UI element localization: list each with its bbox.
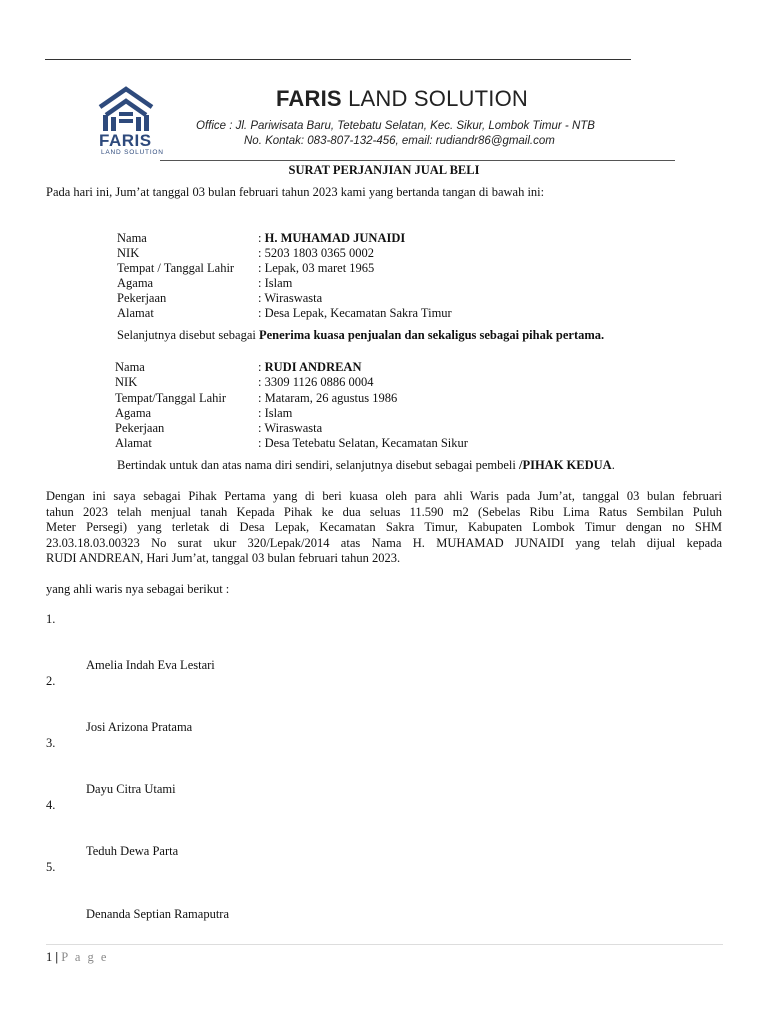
party1-label-address: Alamat — [117, 306, 154, 320]
heir-number: 1. — [46, 612, 56, 626]
house-logo-icon — [97, 85, 155, 135]
party1-label-religion: Agama — [117, 276, 154, 290]
intro-text: Pada hari ini, Jum’at tanggal 03 bulan februari tahun 2023 kami yang bertanda tangan di bawah ini: — [46, 185, 545, 199]
party1-label-birth: Tempat / Tanggal Lahir — [117, 261, 235, 275]
heirs-intro: yang ahli waris nya sebagai berikut : — [46, 582, 230, 596]
heir-number: 4. — [46, 798, 56, 812]
party2-label-birth: Tempat/Tanggal Lahir — [115, 391, 227, 405]
top-rule — [45, 59, 631, 60]
page-word: P a g e — [61, 950, 109, 964]
heir-name: Amelia Indah Eva Lestari — [86, 658, 215, 672]
heir-name: Josi Arizona Pratama — [86, 720, 193, 734]
party1-value-birth: : Lepak, 03 maret 1965 — [258, 261, 375, 275]
paragraph-line: Meter Persegi) yang terletak di Desa Lepak, Kecamatan Sakra Timur, Kabupaten Lombok Timur dengan no SHM — [46, 520, 722, 534]
party2-value-address: : Desa Tetebatu Selatan, Kecamatan Sikur — [258, 436, 468, 450]
heir-number: 2. — [46, 674, 56, 688]
party1-statement: Selanjutnya disebut sebagai Penerima kuasa penjualan dan sekaligus sebagai pihak pertama. — [117, 328, 605, 342]
party2-value-name: : RUDI ANDREAN — [258, 360, 362, 374]
page-footer — [46, 950, 108, 965]
paragraph-line: 23.03.18.03.00323 No surat ukur 320/Lepak/2014 atas Nama H. MUHAMAD JUNAIDI yang telah dijual kepada — [46, 535, 722, 550]
party2-value-religion: : Islam — [258, 406, 293, 420]
party1-label-nik: NIK — [117, 246, 140, 260]
party2-label-nik: NIK — [115, 375, 138, 389]
party2-value-occupation: : Wiraswasta — [258, 421, 323, 435]
office-address: Office : Jl. Pariwisata Baru, Tetebatu Selatan, Kec. Sikur, Lombok Timur - NTB — [196, 120, 595, 132]
party2-label-address: Alamat — [115, 436, 152, 450]
paragraph-line: Dengan ini saya sebagai Pihak Pertama yang di beri kuasa oleh para ahli Waris pada Jum’at, tanggal 03 bulan februari — [46, 489, 722, 503]
party1-value-occupation: : Wiraswasta — [258, 291, 323, 305]
party1-value-address: : Desa Lepak, Kecamatan Sakra Timur — [258, 306, 452, 320]
party2-label-occupation: Pekerjaan — [115, 421, 165, 435]
heir-name: Teduh Dewa Parta — [86, 844, 179, 858]
party1-label-name: Nama — [117, 231, 147, 245]
logo-subtext: LAND SOLUTION — [101, 149, 164, 156]
company-name-rest: LAND SOLUTION — [341, 86, 528, 111]
page-number: 1 — [46, 950, 53, 964]
party2-label-religion: Agama — [115, 406, 152, 420]
heir-name: Dayu Citra Utami — [86, 782, 176, 796]
header-rule — [160, 160, 675, 161]
heir-name: Denanda Septian Ramaputra — [86, 907, 230, 921]
party2-statement: Bertindak untuk dan atas nama diri sendiri, selanjutnya disebut sebagai pembeli /PIHAK KEDUA. — [117, 458, 615, 472]
company-name-bold: FARIS — [276, 86, 342, 111]
company-name — [276, 86, 528, 112]
party1-value-name: : H. MUHAMAD JUNAIDI — [258, 231, 406, 245]
party2-value-nik: : 3309 1126 0886 0004 — [258, 375, 374, 389]
party2-value-birth: : Mataram, 26 agustus 1986 — [258, 391, 398, 405]
document-title: SURAT PERJANJIAN JUAL BELI — [288, 163, 480, 177]
heir-number: 3. — [46, 736, 56, 750]
footer-rule — [46, 944, 723, 945]
contact-info: No. Kontak: 083-807-132-456, email: rudiandr86@gmail.com — [244, 135, 555, 147]
party1-value-nik: : 5203 1803 0365 0002 — [258, 246, 374, 260]
paragraph-line: RUDI ANDREAN, Hari Jum’at, tanggal 03 bulan februari tahun 2023. — [46, 551, 401, 565]
heir-number: 5. — [46, 860, 56, 874]
paragraph-line: tahun 2023 telah menjual tanah Kepada Pihak ke dua seluas 11.590 m2 (Sebelas Ribu Lima Ratus Sembilan Puluh — [46, 504, 722, 519]
party1-label-occupation: Pekerjaan — [117, 291, 167, 305]
agreement-paragraph — [46, 489, 722, 567]
logo-text: FARIS — [99, 131, 152, 150]
party2-label-name: Nama — [115, 360, 145, 374]
page-separator: | — [55, 950, 59, 964]
party1-value-religion: : Islam — [258, 276, 293, 290]
